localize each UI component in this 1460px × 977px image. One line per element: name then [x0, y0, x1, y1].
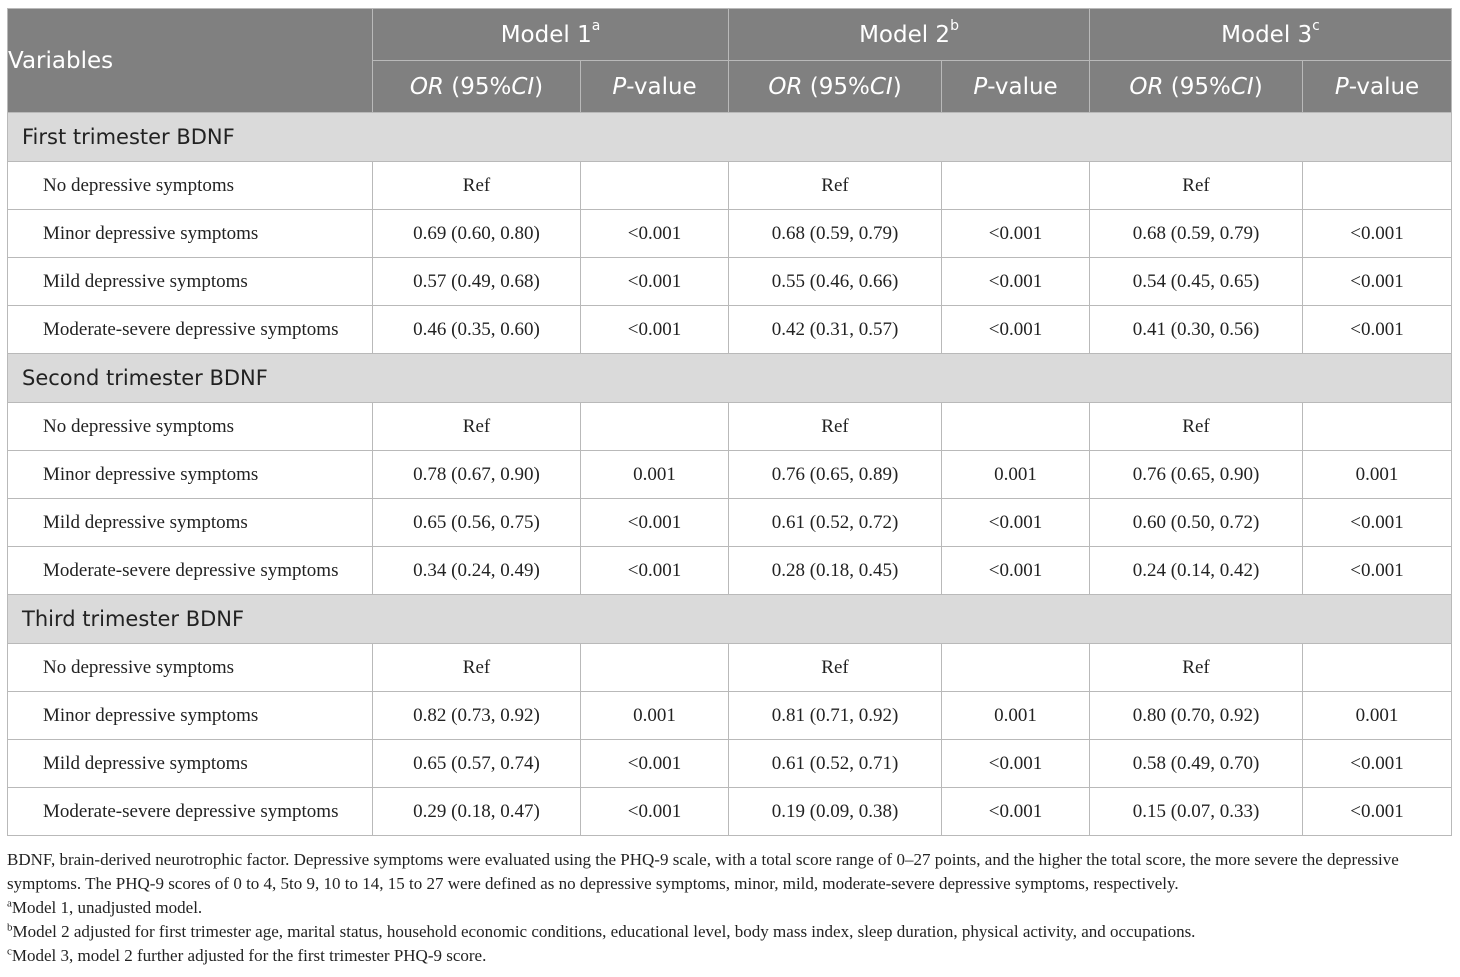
- table-row: [8, 451, 1452, 499]
- p-value-cell: <0.001: [581, 210, 729, 258]
- group-row: [8, 354, 1452, 403]
- group-title: Third trimester BDNF: [8, 595, 1452, 644]
- p-value-cell: [1303, 644, 1452, 692]
- or-ci-cell: 0.15 (0.07, 0.33): [1090, 788, 1303, 836]
- or-ci-cell: Ref: [373, 403, 581, 451]
- results-table: [7, 8, 1452, 836]
- p-value-header: P-value: [1303, 61, 1452, 113]
- table-row: [8, 788, 1452, 836]
- or-ci-cell: Ref: [1090, 403, 1303, 451]
- or-ci-cell: 0.55 (0.46, 0.66): [729, 258, 942, 306]
- p-value-cell: [581, 644, 729, 692]
- or-ci-cell: Ref: [729, 644, 942, 692]
- row-label: No depressive symptoms: [8, 403, 373, 451]
- footnotes: [7, 848, 1457, 968]
- p-value-cell: <0.001: [1303, 306, 1452, 354]
- p-value-cell: [942, 403, 1090, 451]
- footnote-c: $^c$Model 3, model 2 further adjusted for the first trimester PHQ-9 score.: [7, 945, 487, 965]
- p-value-cell: <0.001: [942, 306, 1090, 354]
- variables-header: Variables: [8, 9, 373, 113]
- p-value-header: P-value: [942, 61, 1090, 113]
- or-ci-cell: 0.81 (0.71, 0.92): [729, 692, 942, 740]
- or-ci-cell: 0.68 (0.59, 0.79): [1090, 210, 1303, 258]
- group-title: Second trimester BDNF: [8, 354, 1452, 403]
- or-ci-cell: 0.57 (0.49, 0.68): [373, 258, 581, 306]
- row-label: Moderate-severe depressive symptoms: [8, 306, 373, 354]
- p-value-cell: <0.001: [581, 788, 729, 836]
- group-row: [8, 595, 1452, 644]
- or-ci-cell: 0.60 (0.50, 0.72): [1090, 499, 1303, 547]
- or-ci-cell: 0.42 (0.31, 0.57): [729, 306, 942, 354]
- p-value-cell: [581, 403, 729, 451]
- p-value-cell: <0.001: [581, 547, 729, 595]
- p-value-cell: 0.001: [942, 451, 1090, 499]
- or-ci-cell: Ref: [1090, 644, 1303, 692]
- p-value-cell: 0.001: [942, 692, 1090, 740]
- p-value-cell: [942, 162, 1090, 210]
- or-ci-cell: 0.58 (0.49, 0.70): [1090, 740, 1303, 788]
- or-ci-cell: 0.76 (0.65, 0.90): [1090, 451, 1303, 499]
- table-row: [8, 162, 1452, 210]
- or-ci-cell: Ref: [1090, 162, 1303, 210]
- table-header: [8, 9, 1452, 113]
- footnote-main: BDNF, brain-derived neurotrophic factor. Depressive symptoms were evaluated using the PHQ-9 scale, with a total score range of 0–27 points, and the higher the total score, the more severe the depressive symptoms. The PHQ-9 scores of 0 to 4, 5to 9, 10 to 14, 15 to 27 were defined as no depressive symptoms, minor, mild, moderate-severe depressive symptoms, respectively.: [7, 850, 1399, 893]
- table-row: [8, 499, 1452, 547]
- row-label: No depressive symptoms: [8, 162, 373, 210]
- p-value-cell: <0.001: [581, 499, 729, 547]
- table-row: [8, 403, 1452, 451]
- table-row: [8, 740, 1452, 788]
- or-ci-cell: Ref: [729, 403, 942, 451]
- p-value-cell: 0.001: [1303, 451, 1452, 499]
- table-row: [8, 692, 1452, 740]
- p-value-cell: <0.001: [1303, 547, 1452, 595]
- table-body: [8, 113, 1452, 836]
- or-ci-cell: 0.82 (0.73, 0.92): [373, 692, 581, 740]
- p-value-cell: 0.001: [1303, 692, 1452, 740]
- or-ci-cell: 0.29 (0.18, 0.47): [373, 788, 581, 836]
- p-value-cell: <0.001: [942, 499, 1090, 547]
- p-value-cell: [581, 162, 729, 210]
- row-label: Moderate-severe depressive symptoms: [8, 788, 373, 836]
- row-label: Minor depressive symptoms: [8, 210, 373, 258]
- table-row: [8, 547, 1452, 595]
- or-ci-cell: 0.24 (0.14, 0.42): [1090, 547, 1303, 595]
- p-value-cell: <0.001: [1303, 258, 1452, 306]
- p-value-cell: <0.001: [581, 740, 729, 788]
- or-ci-cell: 0.78 (0.67, 0.90): [373, 451, 581, 499]
- p-value-cell: <0.001: [1303, 788, 1452, 836]
- row-label: Minor depressive symptoms: [8, 451, 373, 499]
- p-value-cell: <0.001: [942, 788, 1090, 836]
- or-ci-cell: 0.54 (0.45, 0.65): [1090, 258, 1303, 306]
- row-label: Moderate-severe depressive symptoms: [8, 547, 373, 595]
- p-value-cell: <0.001: [942, 547, 1090, 595]
- footnote-b: $^b$Model 2 adjusted for first trimester age, marital status, household economic conditions, educational level, body mass index, sleep duration, physical activity, and occupations.: [7, 921, 1196, 941]
- row-label: Mild depressive symptoms: [8, 740, 373, 788]
- model-2-header: Model 2$^b$: [729, 9, 1090, 61]
- or-ci-cell: 0.68 (0.59, 0.79): [729, 210, 942, 258]
- table-row: [8, 306, 1452, 354]
- p-value-cell: <0.001: [942, 258, 1090, 306]
- or-ci-header: OR (95%CI): [729, 61, 942, 113]
- or-ci-header: OR (95%CI): [373, 61, 581, 113]
- row-label: Mild depressive symptoms: [8, 499, 373, 547]
- or-ci-header: OR (95%CI): [1090, 61, 1303, 113]
- or-ci-cell: 0.28 (0.18, 0.45): [729, 547, 942, 595]
- row-label: No depressive symptoms: [8, 644, 373, 692]
- or-ci-cell: Ref: [729, 162, 942, 210]
- p-value-cell: <0.001: [1303, 499, 1452, 547]
- table-row: [8, 258, 1452, 306]
- table-row: [8, 644, 1452, 692]
- or-ci-cell: 0.19 (0.09, 0.38): [729, 788, 942, 836]
- group-row: [8, 113, 1452, 162]
- p-value-cell: [1303, 403, 1452, 451]
- p-value-cell: [1303, 162, 1452, 210]
- model-3-header: Model 3$^c$: [1090, 9, 1452, 61]
- p-value-cell: <0.001: [581, 306, 729, 354]
- or-ci-cell: 0.80 (0.70, 0.92): [1090, 692, 1303, 740]
- p-value-cell: [942, 644, 1090, 692]
- footnote-a: $^a$Model 1, unadjusted model.: [7, 897, 203, 917]
- p-value-cell: <0.001: [942, 740, 1090, 788]
- or-ci-cell: Ref: [373, 162, 581, 210]
- group-title: First trimester BDNF: [8, 113, 1452, 162]
- row-label: Minor depressive symptoms: [8, 692, 373, 740]
- table-row: [8, 210, 1452, 258]
- or-ci-cell: 0.46 (0.35, 0.60): [373, 306, 581, 354]
- model-1-header: Model 1$^a$: [373, 9, 729, 61]
- p-value-cell: 0.001: [581, 692, 729, 740]
- or-ci-cell: 0.65 (0.57, 0.74): [373, 740, 581, 788]
- or-ci-cell: 0.61 (0.52, 0.72): [729, 499, 942, 547]
- or-ci-cell: 0.34 (0.24, 0.49): [373, 547, 581, 595]
- or-ci-cell: 0.41 (0.30, 0.56): [1090, 306, 1303, 354]
- p-value-cell: <0.001: [942, 210, 1090, 258]
- or-ci-cell: 0.69 (0.60, 0.80): [373, 210, 581, 258]
- p-value-cell: 0.001: [581, 451, 729, 499]
- p-value-header: P-value: [581, 61, 729, 113]
- or-ci-cell: Ref: [373, 644, 581, 692]
- row-label: Mild depressive symptoms: [8, 258, 373, 306]
- p-value-cell: <0.001: [1303, 740, 1452, 788]
- or-ci-cell: 0.65 (0.56, 0.75): [373, 499, 581, 547]
- p-value-cell: <0.001: [581, 258, 729, 306]
- or-ci-cell: 0.76 (0.65, 0.89): [729, 451, 942, 499]
- or-ci-cell: 0.61 (0.52, 0.71): [729, 740, 942, 788]
- p-value-cell: <0.001: [1303, 210, 1452, 258]
